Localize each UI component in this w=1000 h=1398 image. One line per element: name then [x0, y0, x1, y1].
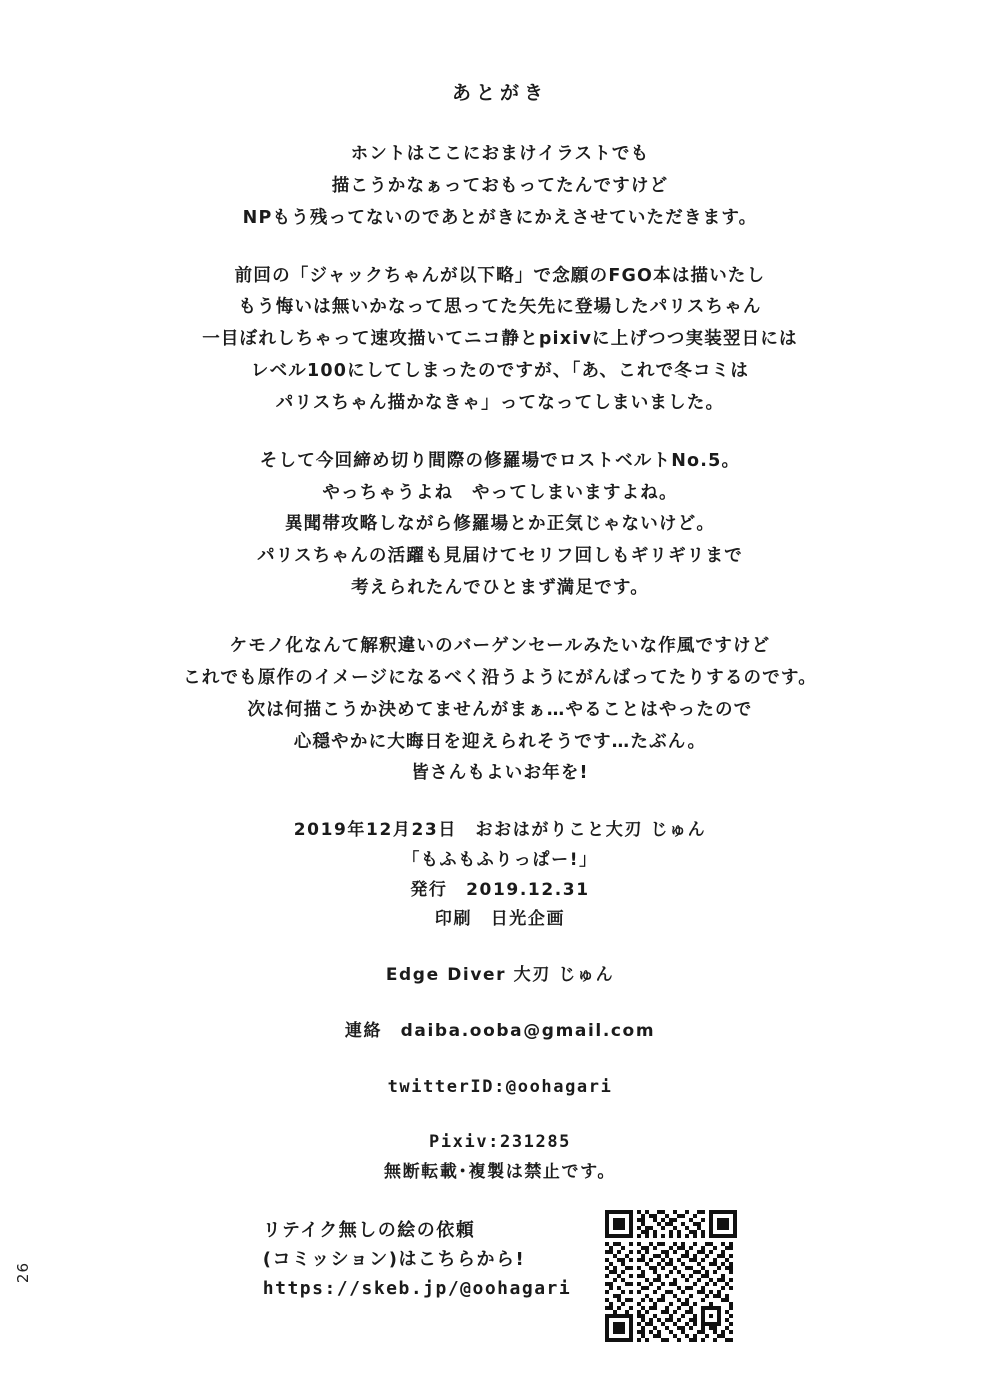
- afterword-line: これでも原作のイメージになるべく沿うようにがんばってたりするのです。: [183, 667, 817, 688]
- colophon-published: 発行 2019.12.31: [410, 879, 590, 900]
- colophon-book-title: 「もふもふりっぱー!」: [402, 849, 598, 870]
- afterword-line: 異聞帯攻略しながら修羅場とか正気じゃないけど。: [284, 514, 716, 535]
- afterword-line: もう悔いは無いかなって思ってた矢先に登場したパリスちゃん: [238, 297, 762, 318]
- colophon-pixiv[interactable]: Pixiv:231285: [428, 1132, 572, 1153]
- afterword-line: 一目ぼれしちゃって速攻描いてニコ静とpixivに上げつつ実装翌日には: [202, 329, 798, 350]
- afterword-line: NPもう残ってないのであとがきにかえさせていただきます。: [242, 207, 758, 228]
- skeb-line-2: (コミッション)はこちらから!: [262, 1249, 526, 1271]
- skeb-commission-block: [0, 1210, 1000, 1342]
- afterword-line: 考えられたんでひとまず満足です。: [351, 578, 649, 599]
- afterword-title: あとがき: [451, 82, 548, 104]
- skeb-url[interactable]: https://skeb.jp/@oohagari: [262, 1278, 572, 1300]
- afterword-line: パリスちゃんの活躍も見届けてセリフ回しもギリギリまで: [257, 546, 743, 567]
- afterword-line: ケモノ化なんて解釈違いのバーゲンセールみたいな作風ですけど: [229, 635, 771, 656]
- afterword-line: やっちゃうよね やってしまいますよね。: [322, 482, 678, 503]
- skeb-line-1: リテイク無しの絵の依頼: [262, 1220, 476, 1241]
- qr-code-icon[interactable]: [605, 1210, 737, 1342]
- colophon: [0, 816, 1000, 1188]
- afterword-content: [0, 78, 1000, 1188]
- afterword-line: レベル100にしてしまったのですが、「あ、これで冬コミは: [250, 361, 750, 382]
- qr-code-svg: [605, 1210, 737, 1342]
- colophon-contact: 連絡 daiba.ooba@gmail.com: [344, 1020, 656, 1041]
- afterword-paragraph-4: [0, 631, 1000, 790]
- afterword-line: 描こうかなぁっておもってたんですけど: [331, 175, 669, 196]
- page-number: 26: [14, 1262, 32, 1284]
- colophon-printer: 印刷 日光企画: [434, 909, 566, 930]
- skeb-text: [263, 1210, 571, 1303]
- afterword-line: パリスちゃん描かなきゃ」ってなってしまいました。: [275, 392, 725, 413]
- afterword-paragraph-2: [0, 261, 1000, 420]
- colophon-circle: Edge Diver 大刃 じゅん: [385, 965, 615, 986]
- afterword-line: 心穏やかに大晦日を迎えられそうです…たぶん。: [293, 731, 707, 752]
- afterword-paragraph-3: [0, 446, 1000, 605]
- afterword-line: ホントはここにおまけイラストでも: [350, 144, 650, 164]
- colophon-date-author: 2019年12月23日 おおはがりこと大刃 じゅん: [293, 820, 707, 841]
- afterword-line: 前回の「ジャックちゃんが以下略」で念願のFGO本は描いたし: [234, 265, 766, 286]
- afterword-line: そして今回締め切り間際の修羅場でロストベルトNo.5。: [259, 450, 741, 471]
- colophon-notice: 無断転載･複製は禁止です。: [384, 1162, 616, 1183]
- afterword-line: 次は何描こうか決めてませんがまぁ…やることはやったので: [247, 699, 753, 720]
- afterword-paragraph-1: [0, 139, 1000, 235]
- afterword-line: 皆さんもよいお年を!: [411, 763, 589, 784]
- colophon-twitter[interactable]: twitterID:@oohagari: [387, 1076, 613, 1097]
